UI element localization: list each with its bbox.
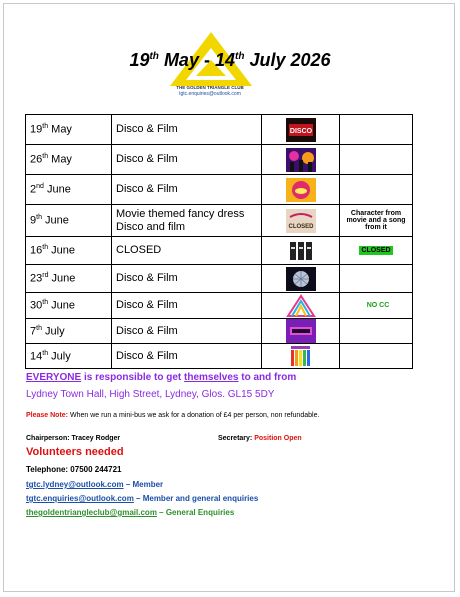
thumbnail-cell [262,115,340,145]
club-name: THE GOLDEN TRIANGLE CLUB [176,85,244,90]
event-cell: Disco & Film [112,145,262,175]
note-cell [340,237,413,265]
note-cell: Character from movie and a song from it [340,205,413,237]
date-cell: 19th May [26,115,112,145]
table-row [26,319,413,344]
disco-sign-image [286,118,316,142]
email-enquiries: tgtc.enquiries@outlook.com – Member and general enquiries [26,494,259,503]
email-general: thegoldentriangleclub@gmail.com – General Enquiries [26,508,235,517]
venue-address: Lydney Town Hall, High Street, Lydney, Glos. GL15 5DY [26,389,275,400]
page-title: 19th May - 14th July 2026 [129,50,331,70]
note-cell [340,265,413,293]
telephone: Telephone: 07500 244721 [26,465,122,474]
thumbnail-cell [262,319,340,344]
email-member: tgtc.lydney@outlook.com – Member [26,480,164,489]
note-cell [340,319,413,344]
volunteers-needed: Volunteers needed [26,446,124,458]
closed-sign-image [286,209,316,233]
thumbnail-cell [262,175,340,205]
event-cell: Disco & Film [112,175,262,205]
table-row [26,344,413,369]
chairperson: Chairperson: Tracey Rodger [26,435,121,442]
thumbnail-cell [262,145,340,175]
rainbow-disco-image [286,344,316,368]
date-cell: 23rd June [26,265,112,293]
date-cell: 9th June [26,205,112,237]
dancers-image [286,148,316,172]
table-row [26,115,413,145]
date-cell: 30th June [26,293,112,319]
table-row [26,237,413,265]
thumbnail-cell [262,237,340,265]
table-row [26,265,413,293]
note-cell: NO CC [340,293,413,319]
everyone-word: EVERYONE [26,372,82,383]
schedule-table [25,114,413,369]
transport-notice: EVERYONE is responsible to get themselves to and from [26,372,297,383]
date-cell: 7th July [26,319,112,344]
event-cell: CLOSED [112,237,262,265]
please-note: Please Note: When we run a mini-bus we ask for a donation of £4 per person, non refundable. [26,412,320,419]
colorful-disco-image [286,294,316,318]
event-cell: Movie themed fancy dress Disco and film [112,205,262,237]
closed-badge: CLOSED [361,247,391,254]
email-link[interactable]: tgtc.enquiries@outlook.com [26,494,134,503]
event-cell: Disco & Film [112,115,262,145]
disco-ball-image [286,267,316,291]
date-cell: 26th May [26,145,112,175]
table-row [26,205,413,237]
closed-signs-image [286,239,316,263]
thumbnail-cell [262,293,340,319]
disco-lips-image [286,178,316,202]
svg-text:CLOSED: CLOSED [287,223,314,230]
club-email: tgtc.enquiries@outlook.com [179,91,241,97]
note-cell [340,344,413,369]
disco-neon-image [286,319,316,343]
thumbnail-cell [262,265,340,293]
table-row [26,145,413,175]
thumbnail-cell [262,344,340,369]
email-link[interactable]: thegoldentriangleclub@gmail.com [26,508,157,517]
table-row [26,175,413,205]
date-cell: 2nd June [26,175,112,205]
date-cell: 16th June [26,237,112,265]
event-cell: Disco & Film [112,265,262,293]
note-cell [340,175,413,205]
email-link[interactable]: tgtc.lydney@outlook.com [26,480,124,489]
secretary: Secretary: Position Open [218,435,302,442]
event-cell: Disco & Film [112,319,262,344]
note-cell [340,145,413,175]
note-cell [340,115,413,145]
table-row [26,293,413,319]
event-cell: Disco & Film [112,293,262,319]
date-cell: 14th July [26,344,112,369]
thumbnail-cell [262,205,340,237]
event-cell: Disco & Film [112,344,262,369]
svg-text:DISCO: DISCO [289,127,312,135]
themselves-word: themselves [184,372,239,383]
